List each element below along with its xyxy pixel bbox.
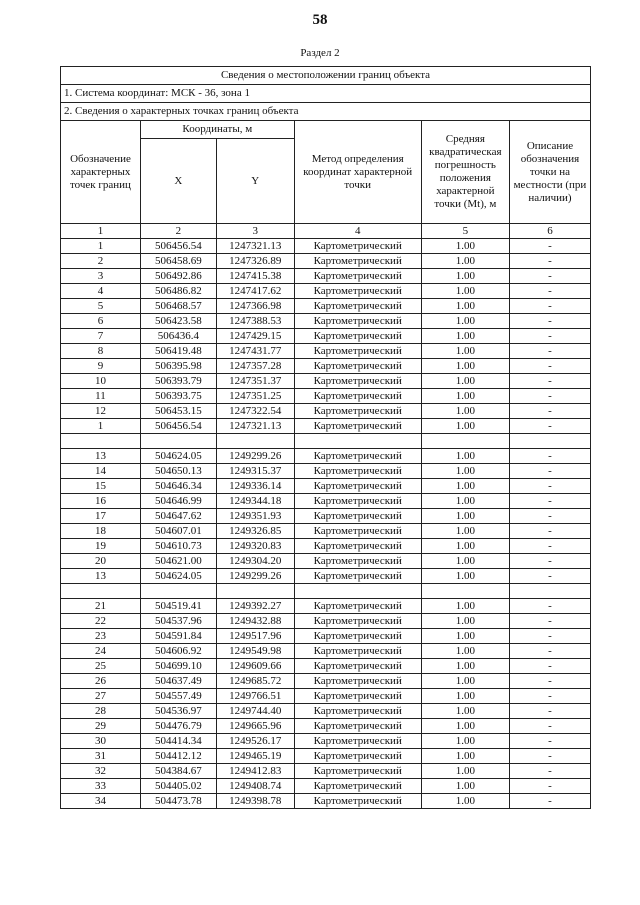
method-cell: Картометрический bbox=[294, 614, 421, 629]
description-cell: - bbox=[509, 719, 590, 734]
error-cell: 1.00 bbox=[421, 794, 509, 809]
coord-x-cell: 504607.01 bbox=[140, 524, 216, 539]
point-number-cell: 23 bbox=[61, 629, 141, 644]
coord-x-cell: 504537.96 bbox=[140, 614, 216, 629]
column-number: 1 bbox=[61, 224, 141, 239]
error-cell bbox=[421, 584, 509, 599]
description-cell: - bbox=[509, 449, 590, 464]
description-cell: - bbox=[509, 599, 590, 614]
description-cell: - bbox=[509, 494, 590, 509]
table-row bbox=[61, 509, 591, 524]
coord-y-cell: 1247415.38 bbox=[216, 269, 294, 284]
coord-y-cell: 1249609.66 bbox=[216, 659, 294, 674]
method-cell: Картометрический bbox=[294, 659, 421, 674]
error-cell: 1.00 bbox=[421, 329, 509, 344]
description-cell: - bbox=[509, 314, 590, 329]
description-cell: - bbox=[509, 524, 590, 539]
point-number-cell: 18 bbox=[61, 524, 141, 539]
method-cell: Картометрический bbox=[294, 479, 421, 494]
coord-x-cell: 506393.75 bbox=[140, 389, 216, 404]
coord-y-cell: 1249517.96 bbox=[216, 629, 294, 644]
coord-y-cell bbox=[216, 584, 294, 599]
error-cell: 1.00 bbox=[421, 314, 509, 329]
method-cell: Картометрический bbox=[294, 299, 421, 314]
description-cell: - bbox=[509, 359, 590, 374]
coord-x-cell bbox=[140, 434, 216, 449]
method-cell: Картометрический bbox=[294, 719, 421, 734]
coord-y-cell: 1249432.88 bbox=[216, 614, 294, 629]
method-cell: Картометрический bbox=[294, 389, 421, 404]
method-cell: Картометрический bbox=[294, 254, 421, 269]
point-number-cell: 25 bbox=[61, 659, 141, 674]
table-row bbox=[61, 239, 591, 254]
table-row bbox=[61, 329, 591, 344]
description-cell bbox=[509, 584, 590, 599]
error-cell: 1.00 bbox=[421, 779, 509, 794]
coord-x-cell: 506486.82 bbox=[140, 284, 216, 299]
error-cell: 1.00 bbox=[421, 464, 509, 479]
error-cell: 1.00 bbox=[421, 479, 509, 494]
boundary-points-table bbox=[60, 66, 591, 809]
point-number-cell: 4 bbox=[61, 284, 141, 299]
table-row bbox=[61, 449, 591, 464]
error-cell: 1.00 bbox=[421, 764, 509, 779]
coord-x-cell: 504476.79 bbox=[140, 719, 216, 734]
coord-x-cell: 504624.05 bbox=[140, 449, 216, 464]
point-number-cell: 9 bbox=[61, 359, 141, 374]
coord-x-cell: 506393.79 bbox=[140, 374, 216, 389]
table-row bbox=[61, 674, 591, 689]
method-cell: Картометрический bbox=[294, 599, 421, 614]
description-cell: - bbox=[509, 704, 590, 719]
point-number-cell: 5 bbox=[61, 299, 141, 314]
table-row bbox=[61, 419, 591, 434]
table-row bbox=[61, 779, 591, 794]
description-cell: - bbox=[509, 509, 590, 524]
error-cell: 1.00 bbox=[421, 284, 509, 299]
error-cell bbox=[421, 434, 509, 449]
point-number-cell: 1 bbox=[61, 419, 141, 434]
description-cell: - bbox=[509, 764, 590, 779]
method-cell: Картометрический bbox=[294, 674, 421, 689]
method-cell: Картометрический bbox=[294, 329, 421, 344]
point-number-cell: 10 bbox=[61, 374, 141, 389]
error-cell: 1.00 bbox=[421, 719, 509, 734]
method-cell bbox=[294, 434, 421, 449]
description-cell bbox=[509, 434, 590, 449]
point-number-cell: 6 bbox=[61, 314, 141, 329]
column-number: 2 bbox=[140, 224, 216, 239]
coord-y-cell: 1249744.40 bbox=[216, 704, 294, 719]
method-cell: Картометрический bbox=[294, 734, 421, 749]
coord-y-cell: 1249299.26 bbox=[216, 569, 294, 584]
description-cell: - bbox=[509, 389, 590, 404]
coord-y-cell: 1249766.51 bbox=[216, 689, 294, 704]
coord-x-cell: 504650.13 bbox=[140, 464, 216, 479]
method-cell: Картометрический bbox=[294, 749, 421, 764]
description-cell: - bbox=[509, 554, 590, 569]
coord-x-cell: 506423.58 bbox=[140, 314, 216, 329]
table-row bbox=[61, 614, 591, 629]
method-cell: Картометрический bbox=[294, 464, 421, 479]
point-number-cell: 27 bbox=[61, 689, 141, 704]
coord-y-cell: 1247366.98 bbox=[216, 299, 294, 314]
coord-y-cell: 1249392.27 bbox=[216, 599, 294, 614]
point-number-cell: 24 bbox=[61, 644, 141, 659]
coord-y-cell: 1247388.53 bbox=[216, 314, 294, 329]
point-number-cell: 16 bbox=[61, 494, 141, 509]
error-cell: 1.00 bbox=[421, 269, 509, 284]
table-row bbox=[61, 644, 591, 659]
method-cell: Картометрический bbox=[294, 314, 421, 329]
error-cell: 1.00 bbox=[421, 374, 509, 389]
method-cell: Картометрический bbox=[294, 269, 421, 284]
error-cell: 1.00 bbox=[421, 734, 509, 749]
coord-x-cell: 504637.49 bbox=[140, 674, 216, 689]
error-cell: 1.00 bbox=[421, 494, 509, 509]
description-cell: - bbox=[509, 419, 590, 434]
method-cell: Картометрический bbox=[294, 764, 421, 779]
description-cell: - bbox=[509, 239, 590, 254]
table-row bbox=[61, 749, 591, 764]
table-row bbox=[61, 734, 591, 749]
coord-y-cell: 1249408.74 bbox=[216, 779, 294, 794]
point-number-cell: 11 bbox=[61, 389, 141, 404]
table-row bbox=[61, 464, 591, 479]
point-number-cell: 12 bbox=[61, 404, 141, 419]
header-designation: Обозначение характерных точек границ bbox=[61, 121, 141, 224]
table-row bbox=[61, 554, 591, 569]
method-cell bbox=[294, 584, 421, 599]
description-cell: - bbox=[509, 779, 590, 794]
column-number: 3 bbox=[216, 224, 294, 239]
header-method: Метод определения координат характерной точки bbox=[294, 121, 421, 224]
method-cell: Картометрический bbox=[294, 344, 421, 359]
header-y: Y bbox=[216, 139, 294, 224]
coord-y-cell: 1249685.72 bbox=[216, 674, 294, 689]
point-number-cell: 28 bbox=[61, 704, 141, 719]
error-cell: 1.00 bbox=[421, 749, 509, 764]
table-row bbox=[61, 599, 591, 614]
point-number-cell bbox=[61, 434, 141, 449]
coord-x-cell: 506453.15 bbox=[140, 404, 216, 419]
coord-x-cell: 504405.02 bbox=[140, 779, 216, 794]
coord-x-cell: 504646.99 bbox=[140, 494, 216, 509]
table-row bbox=[61, 494, 591, 509]
method-cell: Картометрический bbox=[294, 494, 421, 509]
point-number-cell: 7 bbox=[61, 329, 141, 344]
error-cell: 1.00 bbox=[421, 539, 509, 554]
coord-x-cell: 506436.4 bbox=[140, 329, 216, 344]
table-row bbox=[61, 344, 591, 359]
description-cell: - bbox=[509, 284, 590, 299]
error-cell: 1.00 bbox=[421, 569, 509, 584]
method-cell: Картометрический bbox=[294, 629, 421, 644]
description-cell: - bbox=[509, 659, 590, 674]
coord-y-cell: 1247321.13 bbox=[216, 419, 294, 434]
table-row-separator bbox=[61, 434, 591, 449]
error-cell: 1.00 bbox=[421, 509, 509, 524]
header-x: X bbox=[140, 139, 216, 224]
coord-x-cell: 504384.67 bbox=[140, 764, 216, 779]
method-cell: Картометрический bbox=[294, 239, 421, 254]
method-cell: Картометрический bbox=[294, 374, 421, 389]
coord-y-cell: 1249336.14 bbox=[216, 479, 294, 494]
description-cell: - bbox=[509, 464, 590, 479]
table-row bbox=[61, 704, 591, 719]
description-cell: - bbox=[509, 749, 590, 764]
table-row bbox=[61, 404, 591, 419]
description-cell: - bbox=[509, 329, 590, 344]
description-cell: - bbox=[509, 404, 590, 419]
table-row bbox=[61, 479, 591, 494]
point-number-cell bbox=[61, 584, 141, 599]
coord-y-cell: 1247321.13 bbox=[216, 239, 294, 254]
coord-y-cell bbox=[216, 434, 294, 449]
coord-x-cell: 504536.97 bbox=[140, 704, 216, 719]
coord-y-cell: 1247351.37 bbox=[216, 374, 294, 389]
point-number-cell: 14 bbox=[61, 464, 141, 479]
table-row bbox=[61, 764, 591, 779]
table-row bbox=[61, 794, 591, 809]
table-row bbox=[61, 389, 591, 404]
coord-y-cell: 1249344.18 bbox=[216, 494, 294, 509]
method-cell: Картометрический bbox=[294, 539, 421, 554]
point-number-cell: 3 bbox=[61, 269, 141, 284]
coord-x-cell: 504473.78 bbox=[140, 794, 216, 809]
error-cell: 1.00 bbox=[421, 659, 509, 674]
point-number-cell: 15 bbox=[61, 479, 141, 494]
point-number-cell: 21 bbox=[61, 599, 141, 614]
header-error: Средняя квадратическая погрешность положения характерной точки (Mt), м bbox=[421, 121, 509, 224]
description-cell: - bbox=[509, 614, 590, 629]
method-cell: Картометрический bbox=[294, 419, 421, 434]
description-cell: - bbox=[509, 674, 590, 689]
coord-x-cell: 504557.49 bbox=[140, 689, 216, 704]
point-number-cell: 29 bbox=[61, 719, 141, 734]
method-cell: Картометрический bbox=[294, 569, 421, 584]
coord-x-cell: 506395.98 bbox=[140, 359, 216, 374]
coord-y-cell: 1249398.78 bbox=[216, 794, 294, 809]
coord-y-cell: 1249304.20 bbox=[216, 554, 294, 569]
description-cell: - bbox=[509, 689, 590, 704]
coord-x-cell: 506468.57 bbox=[140, 299, 216, 314]
table-row bbox=[61, 299, 591, 314]
point-number-cell: 1 bbox=[61, 239, 141, 254]
error-cell: 1.00 bbox=[421, 239, 509, 254]
table-row bbox=[61, 719, 591, 734]
column-numbers-row bbox=[61, 224, 591, 239]
description-cell: - bbox=[509, 374, 590, 389]
coord-y-cell: 1249665.96 bbox=[216, 719, 294, 734]
coord-y-cell: 1247326.89 bbox=[216, 254, 294, 269]
error-cell: 1.00 bbox=[421, 704, 509, 719]
coord-y-cell: 1247417.62 bbox=[216, 284, 294, 299]
point-number-cell: 32 bbox=[61, 764, 141, 779]
table-row bbox=[61, 569, 591, 584]
error-cell: 1.00 bbox=[421, 629, 509, 644]
method-cell: Картометрический bbox=[294, 644, 421, 659]
point-number-cell: 8 bbox=[61, 344, 141, 359]
error-cell: 1.00 bbox=[421, 419, 509, 434]
table-row bbox=[61, 254, 591, 269]
error-cell: 1.00 bbox=[421, 404, 509, 419]
description-cell: - bbox=[509, 299, 590, 314]
description-cell: - bbox=[509, 539, 590, 554]
description-cell: - bbox=[509, 254, 590, 269]
table-row bbox=[61, 539, 591, 554]
description-cell: - bbox=[509, 269, 590, 284]
description-cell: - bbox=[509, 734, 590, 749]
method-cell: Картометрический bbox=[294, 404, 421, 419]
point-number-cell: 33 bbox=[61, 779, 141, 794]
table-row bbox=[61, 689, 591, 704]
page-number: 58 bbox=[312, 12, 328, 28]
point-number-cell: 22 bbox=[61, 614, 141, 629]
coord-x-cell: 504699.10 bbox=[140, 659, 216, 674]
method-cell: Картометрический bbox=[294, 779, 421, 794]
method-cell: Картометрический bbox=[294, 524, 421, 539]
coord-x-cell: 504412.12 bbox=[140, 749, 216, 764]
error-cell: 1.00 bbox=[421, 254, 509, 269]
header-description: Описание обозначения точки на местности (при наличии) bbox=[509, 121, 590, 224]
method-cell: Картометрический bbox=[294, 554, 421, 569]
points-heading: 2. Сведения о характерных точках границ объекта bbox=[61, 103, 591, 121]
description-cell: - bbox=[509, 479, 590, 494]
table-row bbox=[61, 314, 591, 329]
table-row bbox=[61, 269, 591, 284]
error-cell: 1.00 bbox=[421, 524, 509, 539]
description-cell: - bbox=[509, 569, 590, 584]
coord-system: 1. Система координат: МСК - 36, зона 1 bbox=[61, 85, 591, 103]
coord-y-cell: 1249351.93 bbox=[216, 509, 294, 524]
table-row bbox=[61, 659, 591, 674]
point-number-cell: 17 bbox=[61, 509, 141, 524]
description-cell: - bbox=[509, 629, 590, 644]
coord-x-cell: 504624.05 bbox=[140, 569, 216, 584]
coord-x-cell: 506492.86 bbox=[140, 269, 216, 284]
point-number-cell: 20 bbox=[61, 554, 141, 569]
point-number-cell: 19 bbox=[61, 539, 141, 554]
coord-y-cell: 1247431.77 bbox=[216, 344, 294, 359]
description-cell: - bbox=[509, 344, 590, 359]
point-number-cell: 13 bbox=[61, 449, 141, 464]
column-number: 5 bbox=[421, 224, 509, 239]
coord-y-cell: 1247351.25 bbox=[216, 389, 294, 404]
coord-x-cell: 504606.92 bbox=[140, 644, 216, 659]
error-cell: 1.00 bbox=[421, 674, 509, 689]
coord-y-cell: 1249412.83 bbox=[216, 764, 294, 779]
coord-x-cell: 504610.73 bbox=[140, 539, 216, 554]
point-number-cell: 34 bbox=[61, 794, 141, 809]
table-row bbox=[61, 629, 591, 644]
error-cell: 1.00 bbox=[421, 554, 509, 569]
error-cell: 1.00 bbox=[421, 449, 509, 464]
table-row bbox=[61, 524, 591, 539]
point-number-cell: 13 bbox=[61, 569, 141, 584]
method-cell: Картометрический bbox=[294, 359, 421, 374]
coord-x-cell: 506458.69 bbox=[140, 254, 216, 269]
point-number-cell: 26 bbox=[61, 674, 141, 689]
error-cell: 1.00 bbox=[421, 599, 509, 614]
coord-y-cell: 1249299.26 bbox=[216, 449, 294, 464]
coord-y-cell: 1249549.98 bbox=[216, 644, 294, 659]
method-cell: Картометрический bbox=[294, 689, 421, 704]
coord-x-cell: 506456.54 bbox=[140, 419, 216, 434]
section-title: Раздел 2 bbox=[300, 47, 340, 59]
error-cell: 1.00 bbox=[421, 344, 509, 359]
coord-x-cell: 504646.34 bbox=[140, 479, 216, 494]
point-number-cell: 31 bbox=[61, 749, 141, 764]
coord-x-cell bbox=[140, 584, 216, 599]
description-cell: - bbox=[509, 794, 590, 809]
point-number-cell: 2 bbox=[61, 254, 141, 269]
coord-y-cell: 1247322.54 bbox=[216, 404, 294, 419]
coord-y-cell: 1249315.37 bbox=[216, 464, 294, 479]
point-number-cell: 30 bbox=[61, 734, 141, 749]
coord-y-cell: 1249465.19 bbox=[216, 749, 294, 764]
coord-y-cell: 1249326.85 bbox=[216, 524, 294, 539]
coord-y-cell: 1249320.83 bbox=[216, 539, 294, 554]
coord-y-cell: 1247357.28 bbox=[216, 359, 294, 374]
column-number: 4 bbox=[294, 224, 421, 239]
coord-x-cell: 506456.54 bbox=[140, 239, 216, 254]
coord-x-cell: 504519.41 bbox=[140, 599, 216, 614]
table-row-separator bbox=[61, 584, 591, 599]
coord-x-cell: 504414.34 bbox=[140, 734, 216, 749]
error-cell: 1.00 bbox=[421, 299, 509, 314]
coord-x-cell: 506419.48 bbox=[140, 344, 216, 359]
error-cell: 1.00 bbox=[421, 359, 509, 374]
method-cell: Картометрический bbox=[294, 509, 421, 524]
error-cell: 1.00 bbox=[421, 689, 509, 704]
method-cell: Картометрический bbox=[294, 794, 421, 809]
table-title: Сведения о местоположении границ объекта bbox=[61, 67, 591, 85]
method-cell: Картометрический bbox=[294, 284, 421, 299]
header-coordinates: Координаты, м bbox=[140, 121, 294, 139]
table-row bbox=[61, 359, 591, 374]
table-row bbox=[61, 284, 591, 299]
method-cell: Картометрический bbox=[294, 704, 421, 719]
error-cell: 1.00 bbox=[421, 644, 509, 659]
coord-x-cell: 504647.62 bbox=[140, 509, 216, 524]
coord-y-cell: 1247429.15 bbox=[216, 329, 294, 344]
coord-x-cell: 504621.00 bbox=[140, 554, 216, 569]
column-number: 6 bbox=[509, 224, 590, 239]
method-cell: Картометрический bbox=[294, 449, 421, 464]
error-cell: 1.00 bbox=[421, 389, 509, 404]
error-cell: 1.00 bbox=[421, 614, 509, 629]
coord-y-cell: 1249526.17 bbox=[216, 734, 294, 749]
table-row bbox=[61, 374, 591, 389]
description-cell: - bbox=[509, 644, 590, 659]
coord-x-cell: 504591.84 bbox=[140, 629, 216, 644]
